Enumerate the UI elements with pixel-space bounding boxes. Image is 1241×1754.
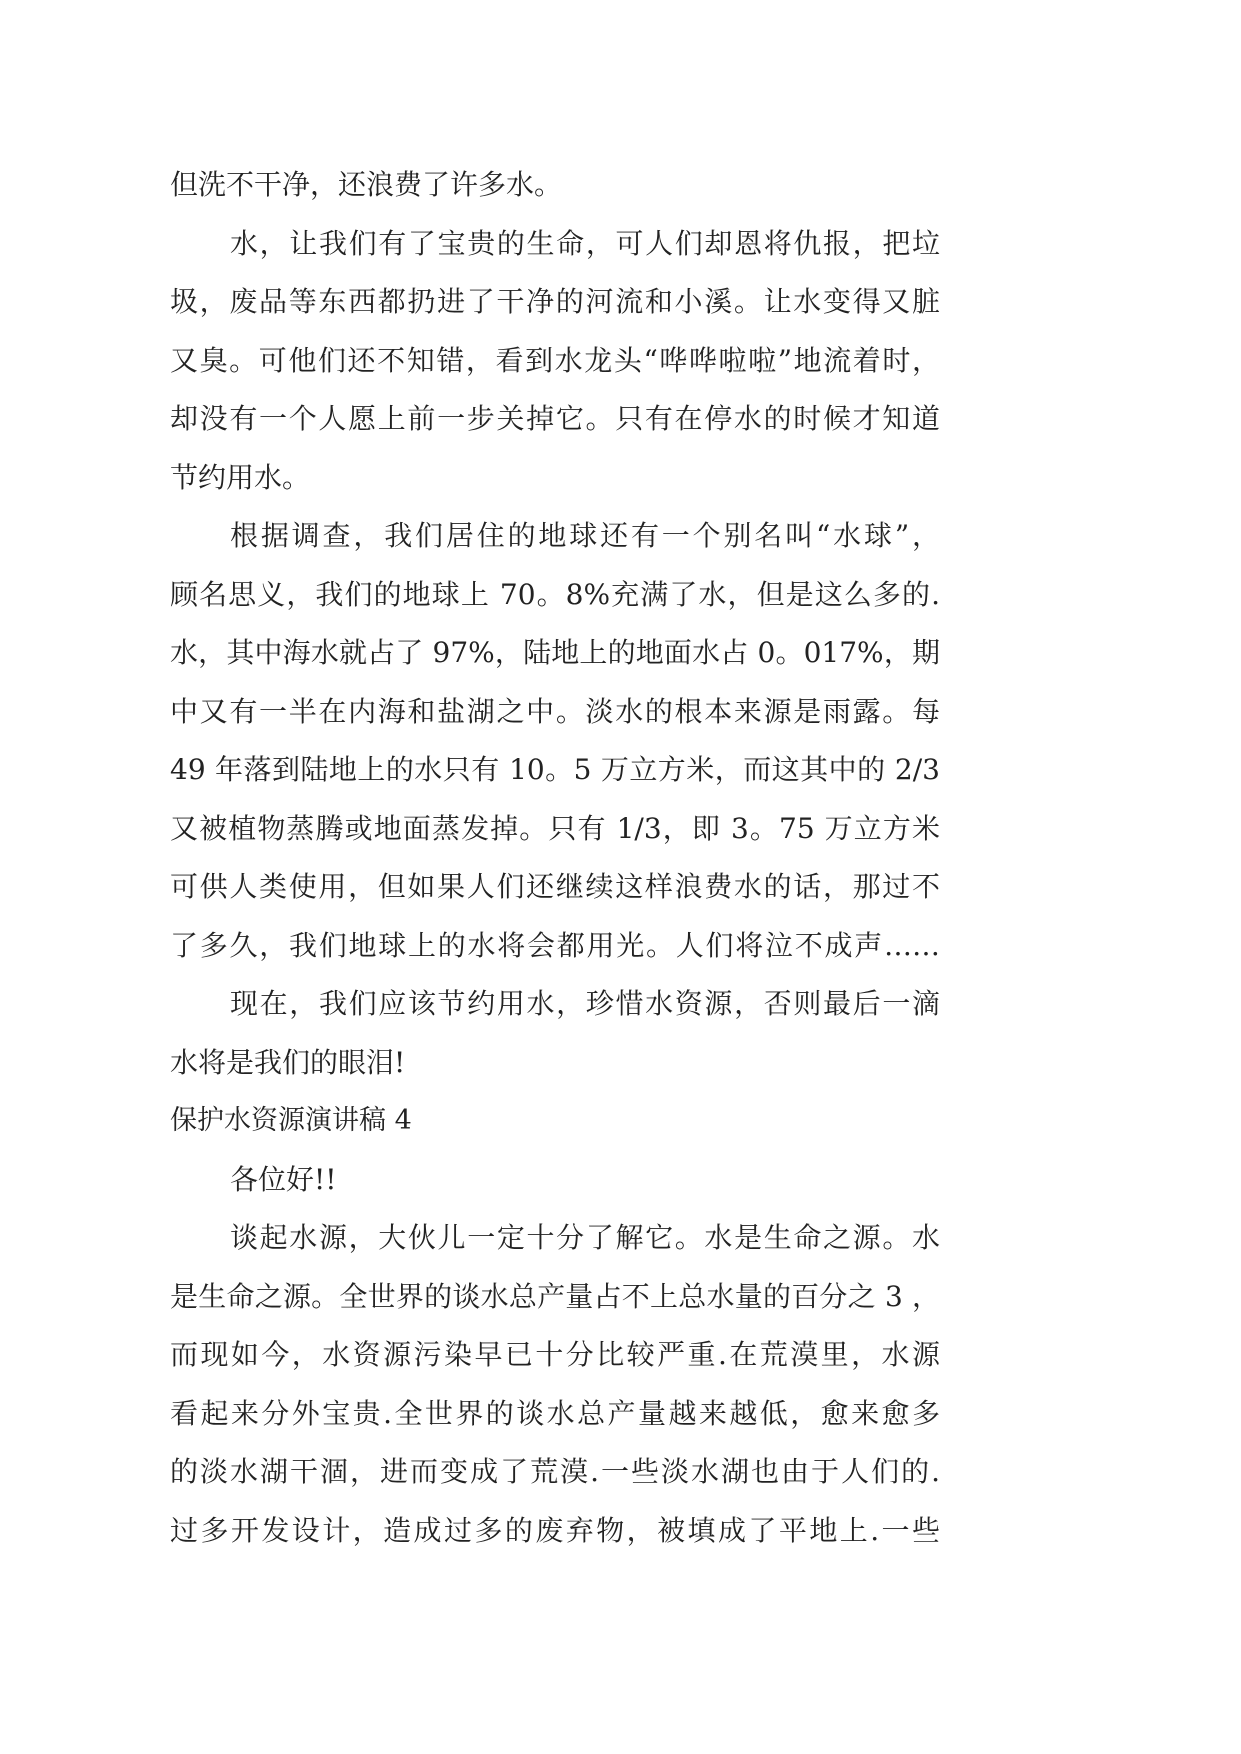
document-body (170, 156, 940, 1560)
text-line: 水将是我们的眼泪! (170, 1045, 406, 1079)
paragraph (170, 1151, 940, 1210)
paragraph (170, 156, 940, 215)
text-line: 圾，废品等东西都扔进了干净的河流和小溪。让水变得又脏 (170, 285, 940, 318)
paragraph (170, 975, 940, 1092)
text-line: 又被植物蒸腾或地面蒸发掉。只有 1/3，即 3。75 万立方米 (170, 811, 940, 845)
text-line: 了多久，我们地球上的水将会都用光。人们将泣不成声…… (170, 928, 940, 962)
text-line: 节约用水。 (170, 460, 311, 494)
text-line: 顾名思义，我们的地球上 70。8%充满了水，但是这么多的. (170, 577, 940, 611)
text-line: 水，让我们有了宝贵的生命，可人们却恩将仇报，把垃 (230, 226, 940, 260)
text-line: 的淡水湖干涸，进而变成了荒漠.一些淡水湖也由于人们的. (170, 1455, 940, 1488)
text-line: 水，其中海水就占了 97%，陆地上的地面水占 0。017%，期 (170, 636, 940, 669)
text-line: 看起来分外宝贵.全世界的谈水总产量越来越低，愈来愈多 (170, 1396, 940, 1430)
text-line: 但洗不干净，还浪费了许多水。 (170, 168, 563, 201)
text-line: 中又有一半在内海和盐湖之中。淡水的根本来源是雨露。每 (170, 694, 940, 728)
text-line: 过多开发设计，造成过多的废弃物，被填成了平地上.一些 (170, 1513, 940, 1547)
paragraph (170, 1209, 940, 1560)
text-line: 现在，我们应该节约用水，珍惜水资源，否则最后一滴 (230, 987, 940, 1020)
text-line: 49 年落到陆地上的水只有 10。5 万立方米，而这其中的 2/3 (170, 753, 940, 786)
text-line: 谈起水源，大伙儿一定十分了解它。水是生命之源。水 (230, 1221, 940, 1254)
paragraph (170, 215, 940, 508)
paragraph (170, 507, 940, 975)
text-line: 而现如今，水资源污染早已十分比较严重.在荒漠里，水源 (170, 1338, 940, 1371)
text-line: 又臭。可他们还不知错，看到水龙头“哗哗啦啦”地流着时， (170, 343, 940, 377)
section-heading: 保护水资源演讲稿 4 (170, 1105, 412, 1136)
text-line: 是生命之源。全世界的谈水总产量占不上总水量的百分之 3 ， (170, 1279, 940, 1313)
text-line: 却没有一个人愿上前一步关掉它。只有在停水的时候才知道 (170, 402, 940, 435)
greeting-line: 各位好!! (230, 1162, 337, 1196)
text-line: 可供人类使用，但如果人们还继续这样浪费水的话，那过不 (170, 870, 940, 903)
text-line: 根据调查，我们居住的地球还有一个别名叫“水球”， (230, 519, 940, 552)
